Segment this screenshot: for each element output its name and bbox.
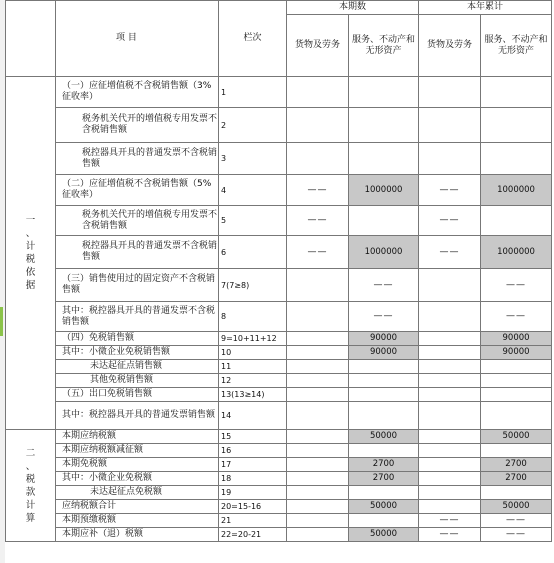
- header-current-period: 本期数: [287, 1, 419, 15]
- row-selection-marker: [0, 307, 3, 336]
- row-col-no: 4: [219, 175, 287, 206]
- row-project: 未达起征点免税额: [56, 486, 219, 500]
- cell-cur-services[interactable]: ——: [349, 302, 419, 332]
- cell-ytd-services[interactable]: ——: [481, 302, 552, 332]
- cell-ytd-goods[interactable]: [419, 500, 481, 514]
- cell-cur-services[interactable]: 1000000: [349, 175, 419, 206]
- cell-cur-goods[interactable]: [287, 458, 349, 472]
- cell-ytd-services[interactable]: [481, 486, 552, 500]
- cell-cur-services[interactable]: [349, 486, 419, 500]
- cell-cur-services[interactable]: 50000: [349, 430, 419, 444]
- corner-cell: [6, 1, 56, 77]
- row-project: 其他免税销售额: [56, 374, 219, 388]
- row-project: 其中：税控器具开具的普通发票销售额: [56, 402, 219, 430]
- cell-cur-services[interactable]: [349, 374, 419, 388]
- cell-ytd-services[interactable]: 50000: [481, 500, 552, 514]
- cell-cur-services[interactable]: [349, 388, 419, 402]
- row-project: 税务机关代开的增值税专用发票不含税销售额: [56, 108, 219, 143]
- row-project: 应纳税额合计: [56, 500, 219, 514]
- cell-cur-services[interactable]: ——: [349, 269, 419, 302]
- cell-cur-services[interactable]: [349, 143, 419, 175]
- cell-ytd-goods[interactable]: ——: [419, 528, 481, 542]
- row-project: 未达起征点销售额: [56, 360, 219, 374]
- cell-cur-goods[interactable]: [287, 388, 349, 402]
- cell-cur-goods[interactable]: [287, 108, 349, 143]
- cell-ytd-services[interactable]: 2700: [481, 472, 552, 486]
- row-project: 税控器具开具的普通发票不含税销售额: [56, 236, 219, 269]
- cell-ytd-goods[interactable]: [419, 374, 481, 388]
- row-col-no: 2: [219, 108, 287, 143]
- row-project: 本期预缴税额: [56, 514, 219, 528]
- row-project: 税控器具开具的普通发票不含税销售额: [56, 143, 219, 175]
- cell-ytd-services[interactable]: 1000000: [481, 175, 552, 206]
- cell-ytd-services[interactable]: [481, 206, 552, 236]
- cell-cur-goods[interactable]: [287, 269, 349, 302]
- header-project: 项 目: [56, 1, 219, 77]
- cell-cur-goods[interactable]: [287, 444, 349, 458]
- cell-cur-services[interactable]: [349, 360, 419, 374]
- cell-cur-goods[interactable]: [287, 486, 349, 500]
- cell-cur-goods[interactable]: [287, 430, 349, 444]
- cell-ytd-goods[interactable]: [419, 346, 481, 360]
- cell-cur-goods[interactable]: [287, 514, 349, 528]
- cell-ytd-services[interactable]: 90000: [481, 346, 552, 360]
- header-ytd-goods: 货物及劳务: [419, 15, 481, 77]
- row-project: 本期免税额: [56, 458, 219, 472]
- row-col-no: 15: [219, 430, 287, 444]
- cell-cur-services[interactable]: 2700: [349, 472, 419, 486]
- row-project: （四）免税销售额: [56, 332, 219, 346]
- header-cur-goods: 货物及劳务: [287, 15, 349, 77]
- cell-ytd-services[interactable]: [481, 402, 552, 430]
- header-ytd-services: 服务、不动产和无形资产: [481, 15, 552, 77]
- row-col-no: 5: [219, 206, 287, 236]
- cell-cur-goods[interactable]: [287, 472, 349, 486]
- cell-ytd-goods[interactable]: [419, 472, 481, 486]
- cell-cur-services[interactable]: [349, 444, 419, 458]
- cell-ytd-services[interactable]: [481, 77, 552, 108]
- cell-ytd-goods[interactable]: ——: [419, 236, 481, 269]
- row-project: （一）应征增值税不含税销售额（3%征收率）: [56, 77, 219, 108]
- cell-ytd-services[interactable]: ——: [481, 528, 552, 542]
- row-col-no: 19: [219, 486, 287, 500]
- row-project: （三）销售使用过的固定资产不含税销售额: [56, 269, 219, 302]
- row-col-no: 16: [219, 444, 287, 458]
- header-column-no: 栏次: [219, 1, 287, 77]
- cell-ytd-goods[interactable]: [419, 486, 481, 500]
- cell-cur-goods[interactable]: [287, 332, 349, 346]
- row-col-no: 8: [219, 302, 287, 332]
- row-project: （二）应征增值税不含税销售额（5%征收率）: [56, 175, 219, 206]
- vat-return-table: [5, 0, 552, 542]
- cell-ytd-goods[interactable]: [419, 458, 481, 472]
- cell-cur-services[interactable]: 50000: [349, 500, 419, 514]
- cell-ytd-services[interactable]: ——: [481, 514, 552, 528]
- cell-ytd-services[interactable]: [481, 374, 552, 388]
- cell-ytd-services[interactable]: [481, 444, 552, 458]
- row-col-no: 7(7≥8): [219, 269, 287, 302]
- cell-ytd-goods[interactable]: [419, 269, 481, 302]
- cell-cur-goods[interactable]: [287, 500, 349, 514]
- cell-ytd-services[interactable]: 2700: [481, 458, 552, 472]
- row-col-no: 21: [219, 514, 287, 528]
- cell-cur-goods[interactable]: ——: [287, 236, 349, 269]
- section-tax-basis: 一 、 计 税 依 据: [6, 77, 56, 430]
- cell-cur-goods[interactable]: [287, 143, 349, 175]
- cell-ytd-goods[interactable]: [419, 430, 481, 444]
- cell-cur-goods[interactable]: ——: [287, 175, 349, 206]
- cell-cur-services[interactable]: [349, 206, 419, 236]
- section-tax-calculation: 二 、 税 款 计 算: [6, 430, 56, 542]
- row-project: 其中：小微企业免税额: [56, 472, 219, 486]
- row-col-no: 6: [219, 236, 287, 269]
- cell-ytd-goods[interactable]: [419, 302, 481, 332]
- row-col-no: 3: [219, 143, 287, 175]
- cell-ytd-goods[interactable]: [419, 143, 481, 175]
- row-col-no: 14: [219, 402, 287, 430]
- row-col-no: 11: [219, 360, 287, 374]
- row-col-no: 1: [219, 77, 287, 108]
- cell-ytd-services[interactable]: 1000000: [481, 236, 552, 269]
- cell-ytd-services[interactable]: [481, 108, 552, 143]
- row-col-no: 13(13≥14): [219, 388, 287, 402]
- cell-ytd-goods[interactable]: ——: [419, 175, 481, 206]
- cell-cur-services[interactable]: [349, 402, 419, 430]
- cell-cur-goods[interactable]: ——: [287, 206, 349, 236]
- row-project: 税务机关代开的增值税专用发票不含税销售额: [56, 206, 219, 236]
- row-col-no: 12: [219, 374, 287, 388]
- cell-ytd-goods[interactable]: [419, 77, 481, 108]
- row-col-no: 9=10+11+12: [219, 332, 287, 346]
- row-project: 本期应纳税额: [56, 430, 219, 444]
- row-col-no: 22=20-21: [219, 528, 287, 542]
- header-cur-services: 服务、不动产和无形资产: [349, 15, 419, 77]
- cell-cur-goods[interactable]: [287, 77, 349, 108]
- cell-cur-services[interactable]: [349, 77, 419, 108]
- row-col-no: 17: [219, 458, 287, 472]
- cell-cur-goods[interactable]: [287, 360, 349, 374]
- cell-ytd-goods[interactable]: [419, 444, 481, 458]
- cell-ytd-goods[interactable]: [419, 388, 481, 402]
- cell-cur-goods[interactable]: [287, 528, 349, 542]
- cell-ytd-goods[interactable]: [419, 360, 481, 374]
- cell-cur-services[interactable]: 2700: [349, 458, 419, 472]
- cell-ytd-goods[interactable]: [419, 108, 481, 143]
- cell-cur-goods[interactable]: [287, 374, 349, 388]
- cell-ytd-goods[interactable]: ——: [419, 206, 481, 236]
- row-project: 本期应补（退）税额: [56, 528, 219, 542]
- cell-ytd-services[interactable]: [481, 360, 552, 374]
- cell-ytd-services[interactable]: 90000: [481, 332, 552, 346]
- cell-ytd-goods[interactable]: ——: [419, 514, 481, 528]
- cell-ytd-services[interactable]: [481, 388, 552, 402]
- row-project: 其中：小微企业免税销售额: [56, 346, 219, 360]
- cell-cur-services[interactable]: [349, 108, 419, 143]
- cell-cur-goods[interactable]: [287, 302, 349, 332]
- row-col-no: 20=15-16: [219, 500, 287, 514]
- cell-ytd-goods[interactable]: [419, 332, 481, 346]
- cell-ytd-services[interactable]: [481, 143, 552, 175]
- row-col-no: 10: [219, 346, 287, 360]
- row-col-no: 18: [219, 472, 287, 486]
- cell-cur-services[interactable]: 90000: [349, 332, 419, 346]
- row-project: 其中：税控器具开具的普通发票不含税销售额: [56, 302, 219, 332]
- row-project: （五）出口免税销售额: [56, 388, 219, 402]
- cell-ytd-goods[interactable]: [419, 402, 481, 430]
- cell-cur-services[interactable]: 50000: [349, 528, 419, 542]
- cell-ytd-services[interactable]: ——: [481, 269, 552, 302]
- cell-ytd-services[interactable]: 50000: [481, 430, 552, 444]
- cell-cur-goods[interactable]: [287, 346, 349, 360]
- cell-cur-services[interactable]: [349, 514, 419, 528]
- cell-cur-services[interactable]: 1000000: [349, 236, 419, 269]
- cell-cur-goods[interactable]: [287, 402, 349, 430]
- cell-cur-services[interactable]: 90000: [349, 346, 419, 360]
- row-project: 本期应纳税额减征额: [56, 444, 219, 458]
- header-year-to-date: 本年累计: [419, 1, 552, 15]
